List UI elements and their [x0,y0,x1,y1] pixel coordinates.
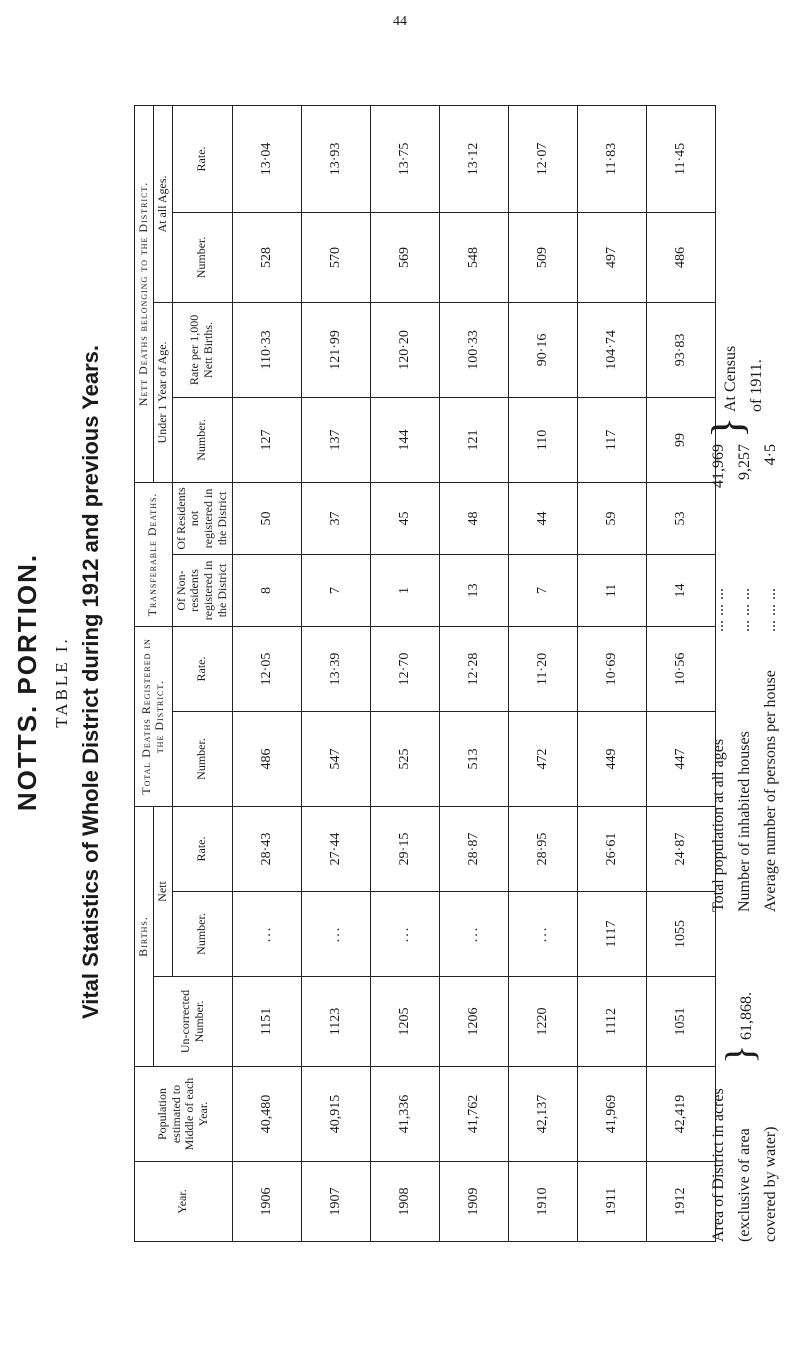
cell-births-nett-rate: 29·15 [370,806,439,891]
table-row [232,105,301,1241]
header-total-deaths-rate: Rate. [172,626,232,711]
cell-non-residents: 11 [577,554,646,626]
cell-infant-rate: 93·83 [646,302,715,397]
table-row [646,105,715,1241]
cell-births-uncorrected: 1220 [508,977,577,1067]
table-row [370,105,439,1241]
cell-births-uncorrected: 1206 [439,977,508,1067]
header-all-ages-number: Number. [172,212,232,302]
cell-all-ages-rate: 13·12 [439,105,508,212]
cell-infant-number: 117 [577,397,646,482]
area-label-block [706,1088,784,1242]
cell-residents-not-registered: 45 [370,482,439,554]
table-label: TABLE I. [52,636,71,728]
cell-total-deaths-rate: 12·70 [370,626,439,711]
table-row [577,105,646,1241]
cell-all-ages-number: 528 [232,212,301,302]
area-label-line-2: (exclusive of area [736,1128,753,1242]
cell-year: 1907 [301,1162,370,1242]
cell-births-nett-rate: 26·61 [577,806,646,891]
cell-births-uncorrected: 1151 [232,977,301,1067]
cell-births-nett-rate: 28·43 [232,806,301,891]
cell-births-nett-rate: 24·87 [646,806,715,891]
cell-births-nett-number: ... [232,892,301,977]
cell-population: 42,419 [646,1067,715,1162]
cell-total-deaths-rate: 10·69 [577,626,646,711]
cell-all-ages-rate: 13·04 [232,105,301,212]
page-title: NOTTS. PORTION. [12,552,42,812]
page-number: 44 [393,14,407,29]
cell-infant-number: 127 [232,397,301,482]
cell-all-ages-rate: 11·83 [577,105,646,212]
cell-infant-rate: 104·74 [577,302,646,397]
census-label-line-2: of 1911. [748,359,765,412]
cell-infant-number: 137 [301,397,370,482]
cell-total-deaths-rate: 10·56 [646,626,715,711]
cell-total-deaths-number: 486 [232,711,301,806]
header-population: Population estimated to Middle of each Year. [135,1067,233,1162]
census-note [718,346,770,412]
cell-births-uncorrected: 1112 [577,977,646,1067]
cell-non-residents: 14 [646,554,715,626]
cell-residents-not-registered: 50 [232,482,301,554]
cell-all-ages-number: 569 [370,212,439,302]
table-subtitle: Vital Statistics of Whole District during 1912 and previous Years. [78,344,103,1020]
cell-total-deaths-number: 513 [439,711,508,806]
total-population-value: 41,969 [710,444,727,488]
cell-infant-number: 121 [439,397,508,482]
cell-residents-not-registered: 48 [439,482,508,554]
total-population-label: Total population at all ages [710,738,727,912]
cell-all-ages-rate: 11·45 [646,105,715,212]
leader-dots-1: ... ... ... [710,588,727,632]
area-value: 61,868. [738,992,755,1040]
table-row [508,105,577,1241]
cell-population: 42,137 [508,1067,577,1162]
cell-year: 1908 [370,1162,439,1242]
cell-year: 1910 [508,1162,577,1242]
cell-infant-number: 144 [370,397,439,482]
header-non-residents: Of Non-residents registered in the District [172,554,232,626]
right-brace-icon: } [703,416,752,438]
footer-notes [703,92,786,1242]
cell-total-deaths-number: 547 [301,711,370,806]
cell-residents-not-registered: 59 [577,482,646,554]
header-infant-number: Number. [172,397,232,482]
cell-year: 1911 [577,1162,646,1242]
cell-infant-number: 99 [646,397,715,482]
cell-births-uncorrected: 1051 [646,977,715,1067]
header-births-nett-number: Number. [172,892,232,977]
cell-year: 1912 [646,1162,715,1242]
cell-residents-not-registered: 37 [301,482,370,554]
leader-dots [706,512,784,632]
cell-total-deaths-rate: 11·20 [508,626,577,711]
cell-infant-rate: 110·33 [232,302,301,397]
header-births-nett-rate: Rate. [172,806,232,891]
cell-infant-number: 110 [508,397,577,482]
area-label-line-1: Area of District in acres [710,1088,727,1242]
vital-statistics-table [134,105,716,1242]
inhabited-houses-value: 9,257 [736,444,753,480]
header-under-1-year: Under 1 Year of Age. [153,302,172,482]
cell-total-deaths-number: 525 [370,711,439,806]
header-at-all-ages: At all Ages. [153,105,172,302]
area-label-line-3: covered by water) [762,1126,779,1242]
cell-births-nett-rate: 28·87 [439,806,508,891]
cell-non-residents: 13 [439,554,508,626]
cell-total-deaths-number: 472 [508,711,577,806]
cell-all-ages-rate: 13·75 [370,105,439,212]
cell-total-deaths-rate: 12·28 [439,626,508,711]
header-all-ages-rate: Rate. [172,105,232,212]
cell-population: 40,915 [301,1067,370,1162]
leader-dots-2: ... ... ... [736,588,753,632]
header-residents-not-registered: Of Residents not registered in the District [172,482,232,554]
cell-all-ages-number: 570 [301,212,370,302]
cell-births-nett-rate: 28·95 [508,806,577,891]
cell-year: 1906 [232,1162,301,1242]
inhabited-houses-label: Number of inhabited houses [736,731,753,912]
cell-total-deaths-number: 447 [646,711,715,806]
census-label-line-1: At Census [722,345,739,412]
cell-all-ages-rate: 13·93 [301,105,370,212]
cell-infant-rate: 121·99 [301,302,370,397]
cell-births-nett-number: ... [508,892,577,977]
cell-population: 41,762 [439,1067,508,1162]
table-row [439,105,508,1241]
cell-total-deaths-number: 449 [577,711,646,806]
header-infant-rate: Rate per 1,000 Nett Births. [172,302,232,397]
cell-year: 1909 [439,1162,508,1242]
cell-residents-not-registered: 44 [508,482,577,554]
cell-non-residents: 7 [301,554,370,626]
cell-births-uncorrected: 1123 [301,977,370,1067]
cell-all-ages-number: 548 [439,212,508,302]
persons-per-house-value: 4·5 [762,444,779,466]
cell-total-deaths-rate: 13·39 [301,626,370,711]
cell-births-nett-number: ... [370,892,439,977]
cell-births-nett-number: 1055 [646,892,715,977]
cell-births-nett-rate: 27·44 [301,806,370,891]
persons-per-house-label: Average number of persons per house [762,670,779,912]
cell-non-residents: 1 [370,554,439,626]
cell-infant-rate: 90·16 [508,302,577,397]
cell-population: 41,336 [370,1067,439,1162]
cell-births-nett-number: ... [439,892,508,977]
census-values [706,444,784,524]
leader-dots-3: ... ... ... [762,588,779,632]
header-births-uncorrected: Un-corrected Number. [153,977,232,1067]
cell-total-deaths-rate: 12·05 [232,626,301,711]
header-transferable-deaths: Transferable Deaths. [135,482,173,626]
cell-infant-rate: 120·20 [370,302,439,397]
header-total-deaths: Total Deaths Registered in the District. [135,626,173,806]
header-births-nett: Nett [153,806,172,976]
cell-non-residents: 7 [508,554,577,626]
right-brace-icon: } [717,1044,762,1064]
cell-residents-not-registered: 53 [646,482,715,554]
cell-births-uncorrected: 1205 [370,977,439,1067]
cell-all-ages-rate: 12·07 [508,105,577,212]
cell-all-ages-number: 497 [577,212,646,302]
header-total-deaths-number: Number. [172,711,232,806]
header-nett-deaths: Nett Deaths belonging to the District. [135,105,154,482]
cell-population: 40,480 [232,1067,301,1162]
header-year: Year. [135,1162,233,1242]
cell-infant-rate: 100·33 [439,302,508,397]
header-births: Births. [135,806,154,1066]
table-row [301,105,370,1241]
cell-all-ages-number: 486 [646,212,715,302]
cell-all-ages-number: 509 [508,212,577,302]
cell-births-nett-number: ... [301,892,370,977]
cell-population: 41,969 [577,1067,646,1162]
cell-births-nett-number: 1117 [577,892,646,977]
cell-non-residents: 8 [232,554,301,626]
